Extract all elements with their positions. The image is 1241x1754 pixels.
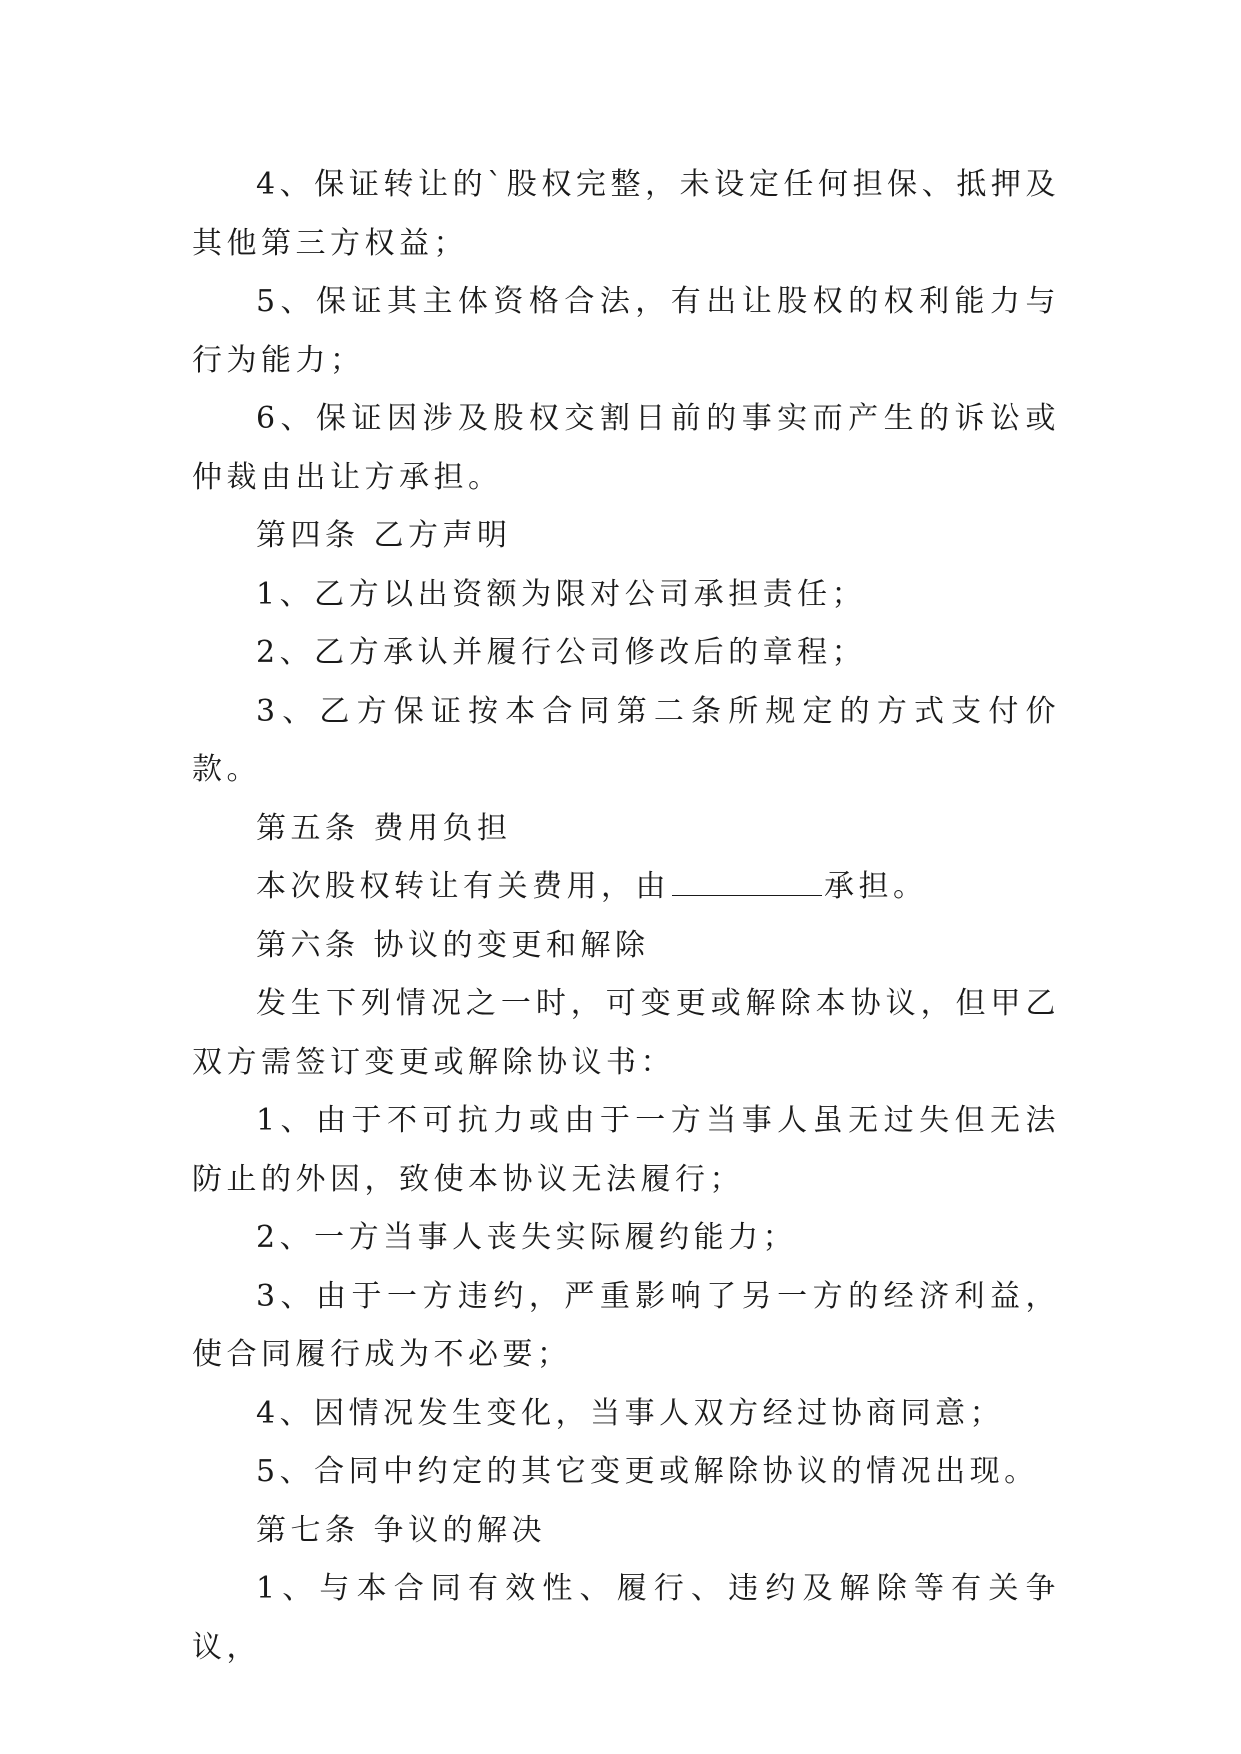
paragraph: 3、由于一方违约，严重影响了另一方的经济利益，使合同履行成为不必要；	[192, 1278, 1060, 1372]
paragraph: 2、乙方承认并履行公司修改后的章程；	[256, 635, 867, 670]
section-heading: 第七条 争议的解决	[256, 1512, 547, 1548]
paragraph: 1、乙方以出资额为限对公司承担责任；	[256, 576, 867, 612]
section-heading: 第四条 乙方声明	[256, 518, 512, 553]
paragraph: 6、保证因涉及股权交割日前的事实而产生的诉讼或仲裁由出让方承担。	[192, 401, 1060, 495]
paragraph: 1、由于不可抗力或由于一方当事人虽无过失但无法防止的外因，致使本协议无法履行；	[192, 1103, 1060, 1197]
paragraph: 4、保证转让的`股权完整，未设定任何担保、抵押及其他第三方权益；	[192, 167, 1060, 261]
fee-clause	[192, 858, 1060, 917]
paragraph: 5、保证其主体资格合法，有出让股权的权利能力与行为能力；	[192, 284, 1060, 378]
paragraph: 1、与本合同有效性、履行、违约及解除等有关争议，	[192, 1571, 1060, 1665]
section-heading: 第五条 费用负担	[256, 810, 512, 846]
fee-clause-after: 承担。	[824, 869, 928, 904]
paragraph: 5、合同中约定的其它变更或解除协议的情况出现。	[256, 1454, 1039, 1489]
fill-in-blank	[672, 861, 822, 896]
paragraph: 3、乙方保证按本合同第二条所规定的方式支付价款。	[192, 693, 1060, 787]
section-heading: 第六条 协议的变更和解除	[256, 927, 650, 963]
paragraph: 发生下列情况之一时，可变更或解除本协议，但甲乙双方需签订变更或解除协议书：	[192, 986, 1060, 1080]
paragraph: 4、因情况发生变化，当事人双方经过协商同意；	[256, 1395, 1005, 1431]
paragraph: 2、一方当事人丧失实际履约能力；	[256, 1220, 798, 1255]
document-body	[192, 156, 1060, 1677]
fee-clause-before: 本次股权转让有关费用，由	[256, 869, 670, 904]
